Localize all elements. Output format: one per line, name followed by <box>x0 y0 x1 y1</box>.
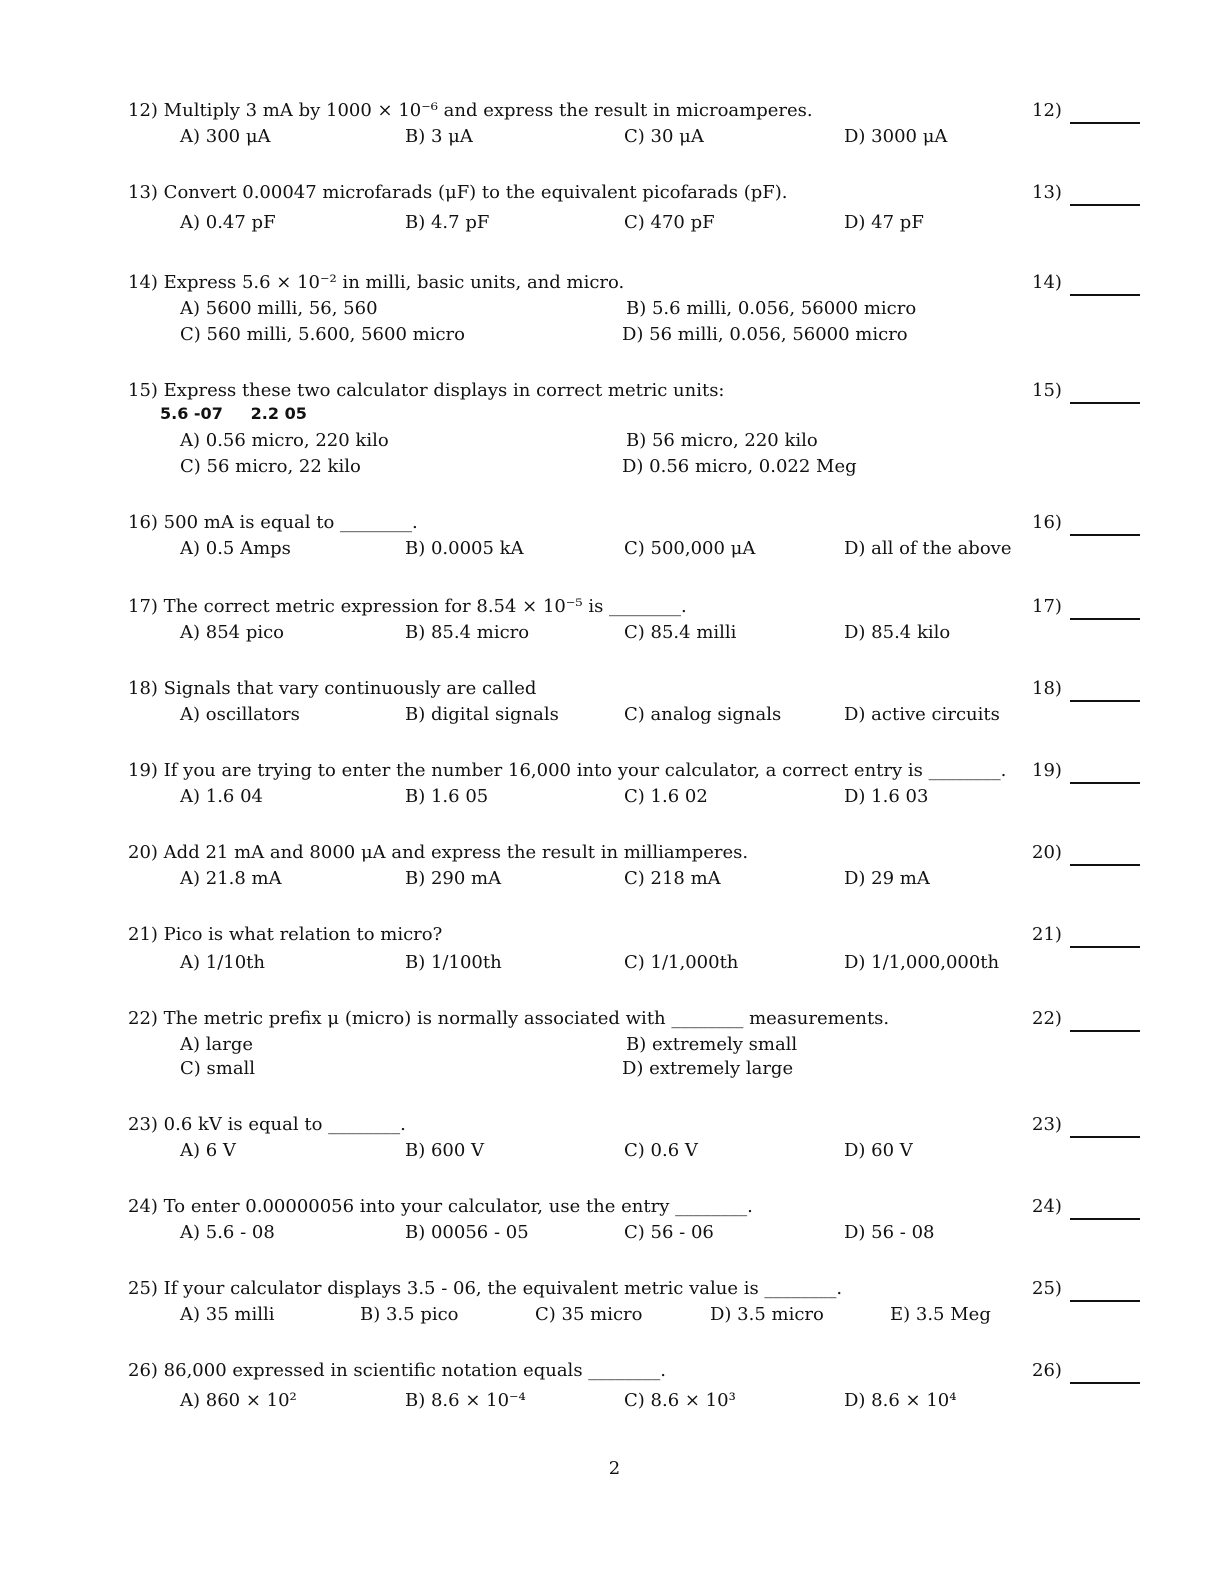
option-c: C) 218 mA <box>624 868 721 889</box>
answer-blank[interactable] <box>1070 782 1140 784</box>
option-a: A) 5.6 - 08 <box>180 1222 275 1243</box>
option-b: B) 5.6 milli, 0.056, 56000 micro <box>626 298 917 319</box>
option-a: A) 0.47 pF <box>180 212 276 233</box>
question-stem: 15) Express these two calculator displays in correct metric units: <box>128 380 725 401</box>
question-stem: 18) Signals that vary continuously are called <box>128 678 537 699</box>
option-a: A) oscillators <box>180 704 300 725</box>
option-b: B) 290 mA <box>405 868 502 889</box>
option-a: A) 0.56 micro, 220 kilo <box>180 430 389 451</box>
option-b: B) 85.4 micro <box>405 622 530 643</box>
option-d: D) 47 pF <box>844 212 924 233</box>
option-d: D) 56 milli, 0.056, 56000 micro <box>622 324 908 345</box>
answer-blank[interactable] <box>1070 618 1140 620</box>
option-c: C) 500,000 μA <box>624 538 756 559</box>
answer-blank[interactable] <box>1070 122 1140 124</box>
answer-label: 22) <box>1032 1008 1062 1029</box>
option-d: D) 29 mA <box>844 868 930 889</box>
answer-label: 23) <box>1032 1114 1062 1135</box>
question-stem: 12) Multiply 3 mA by 1000 × 10⁻⁶ and express the result in microamperes. <box>128 100 813 121</box>
answer-blank[interactable] <box>1070 294 1140 296</box>
option-c: C) 30 μA <box>624 126 704 147</box>
question-stem: 24) To enter 0.00000056 into your calculator, use the entry ________. <box>128 1196 753 1217</box>
option-d: D) 1/1,000,000th <box>844 952 1000 973</box>
answer-blank[interactable] <box>1070 1218 1140 1220</box>
option-c: C) 85.4 milli <box>624 622 737 643</box>
question-stem: 16) 500 mA is equal to ________. <box>128 512 418 533</box>
option-d: D) 60 V <box>844 1140 913 1161</box>
option-b: B) extremely small <box>626 1034 798 1055</box>
answer-label: 17) <box>1032 596 1062 617</box>
answer-blank[interactable] <box>1070 864 1140 866</box>
option-b: B) 1/100th <box>405 952 502 973</box>
question-stem: 26) 86,000 expressed in scientific notation equals ________. <box>128 1360 666 1381</box>
question-stem: 13) Convert 0.00047 microfarads (μF) to the equivalent picofarads (pF). <box>128 182 788 203</box>
option-d: D) 8.6 × 10⁴ <box>844 1390 957 1411</box>
option-a: A) 0.5 Amps <box>180 538 291 559</box>
question-stem: 19) If you are trying to enter the number 16,000 into your calculator, a correct entry is ________. <box>128 760 1007 781</box>
answer-blank[interactable] <box>1070 1382 1140 1384</box>
answer-blank[interactable] <box>1070 700 1140 702</box>
option-a: A) 35 milli <box>180 1304 275 1325</box>
option-d: D) 3.5 micro <box>710 1304 824 1325</box>
answer-blank[interactable] <box>1070 204 1140 206</box>
option-b: B) 1.6 05 <box>405 786 489 807</box>
option-a: A) 300 μA <box>180 126 271 147</box>
option-c: C) 560 milli, 5.600, 5600 micro <box>180 324 465 345</box>
answer-blank[interactable] <box>1070 1136 1140 1138</box>
answer-label: 13) <box>1032 182 1062 203</box>
option-b: B) 3 μA <box>405 126 473 147</box>
option-a: A) 1/10th <box>180 952 265 973</box>
option-c: C) 470 pF <box>624 212 715 233</box>
answer-label: 25) <box>1032 1278 1062 1299</box>
option-b: B) 0.0005 kA <box>405 538 524 559</box>
answer-label: 20) <box>1032 842 1062 863</box>
answer-blank[interactable] <box>1070 946 1140 948</box>
answer-blank[interactable] <box>1070 1300 1140 1302</box>
question-stem: 23) 0.6 kV is equal to ________. <box>128 1114 406 1135</box>
option-d: D) 56 - 08 <box>844 1222 935 1243</box>
option-c: C) 56 - 06 <box>624 1222 714 1243</box>
question-stem: 21) Pico is what relation to micro? <box>128 924 443 945</box>
answer-label: 14) <box>1032 272 1062 293</box>
answer-label: 18) <box>1032 678 1062 699</box>
option-a: A) 6 V <box>180 1140 236 1161</box>
option-d: D) 1.6 03 <box>844 786 929 807</box>
answer-label: 12) <box>1032 100 1062 121</box>
answer-label: 15) <box>1032 380 1062 401</box>
option-d: D) 85.4 kilo <box>844 622 951 643</box>
question-stem: 20) Add 21 mA and 8000 μA and express the result in milliamperes. <box>128 842 749 863</box>
option-a: A) large <box>180 1034 254 1055</box>
option-a: A) 854 pico <box>180 622 285 643</box>
option-d: D) all of the above <box>844 538 1012 559</box>
answer-label: 26) <box>1032 1360 1062 1381</box>
option-d: D) extremely large <box>622 1058 794 1079</box>
option-a: A) 860 × 10² <box>180 1390 297 1411</box>
option-a: A) 21.8 mA <box>180 868 282 889</box>
option-d: D) active circuits <box>844 704 1000 725</box>
option-c: C) 1.6 02 <box>624 786 708 807</box>
calculator-display: 5.6 -07 2.2 05 <box>160 404 307 423</box>
option-d: D) 3000 μA <box>844 126 948 147</box>
page-number: 2 <box>608 1458 621 1479</box>
option-c: C) 8.6 × 10³ <box>624 1390 736 1411</box>
option-c: C) 35 micro <box>535 1304 643 1325</box>
option-c: C) 1/1,000th <box>624 952 739 973</box>
option-b: B) 8.6 × 10⁻⁴ <box>405 1390 526 1411</box>
answer-label: 16) <box>1032 512 1062 533</box>
option-b: B) 00056 - 05 <box>405 1222 529 1243</box>
option-b: B) 600 V <box>405 1140 485 1161</box>
question-stem: 14) Express 5.6 × 10⁻² in milli, basic units, and micro. <box>128 272 625 293</box>
answer-label: 24) <box>1032 1196 1062 1217</box>
option-b: B) digital signals <box>405 704 559 725</box>
option-c: C) analog signals <box>624 704 782 725</box>
option-b: B) 3.5 pico <box>360 1304 459 1325</box>
option-a: A) 5600 milli, 56, 560 <box>180 298 378 319</box>
option-c: C) small <box>180 1058 256 1079</box>
option-a: A) 1.6 04 <box>180 786 263 807</box>
answer-label: 19) <box>1032 760 1062 781</box>
answer-blank[interactable] <box>1070 1030 1140 1032</box>
option-e: E) 3.5 Meg <box>890 1304 991 1325</box>
option-b: B) 56 micro, 220 kilo <box>626 430 818 451</box>
question-stem: 17) The correct metric expression for 8.54 × 10⁻⁵ is ________. <box>128 596 687 617</box>
question-stem: 22) The metric prefix μ (micro) is normally associated with ________ measurements. <box>128 1008 890 1029</box>
option-b: B) 4.7 pF <box>405 212 490 233</box>
answer-label: 21) <box>1032 924 1062 945</box>
question-stem: 25) If your calculator displays 3.5 - 06, the equivalent metric value is ________. <box>128 1278 843 1299</box>
answer-blank[interactable] <box>1070 534 1140 536</box>
option-d: D) 0.56 micro, 0.022 Meg <box>622 456 857 477</box>
option-c: C) 56 micro, 22 kilo <box>180 456 361 477</box>
answer-blank[interactable] <box>1070 402 1140 404</box>
option-c: C) 0.6 V <box>624 1140 698 1161</box>
